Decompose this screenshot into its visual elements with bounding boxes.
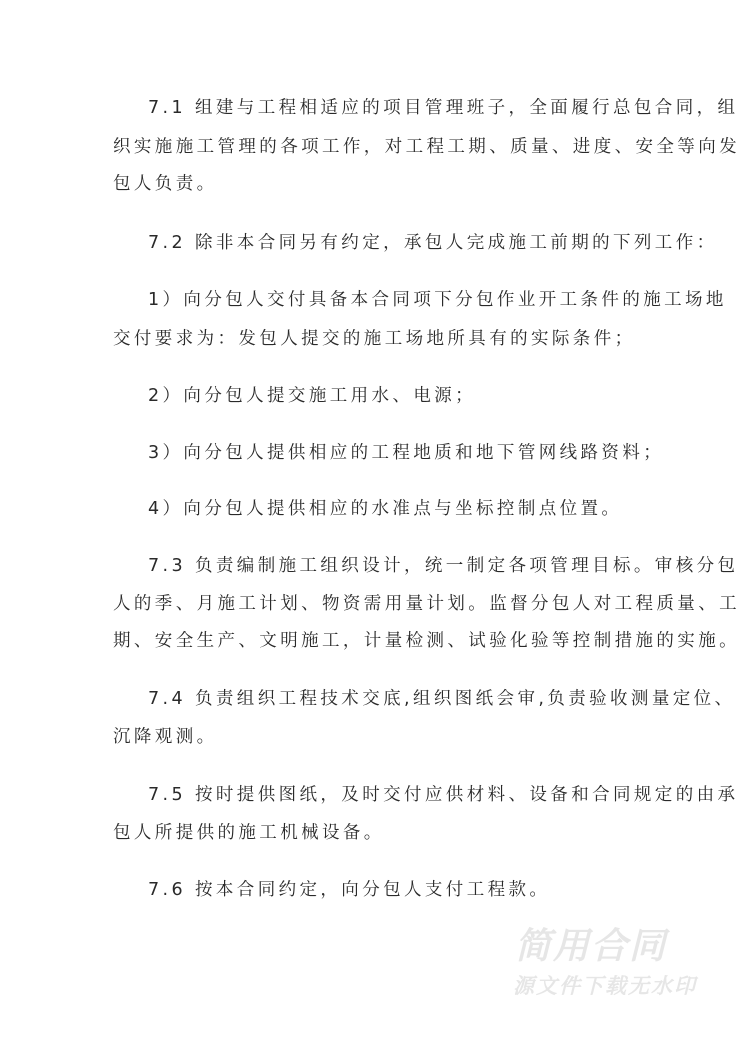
clause-7-4-line: 7.4 负责组织工程技术交底,组织图纸会审,负责验收测量定位、 [148,689,736,709]
clause-7-3-line: 期、安全生产、文明施工，计量检测、试验化验等控制措施的实施。 [113,631,740,651]
watermark-subtitle: 源文件下载无水印 [513,974,697,998]
clause-7-3-line: 人的季、月施工计划、物资需用量计划。监督分包人对工程质量、工 [113,594,740,614]
clause-7-1-line: 包人负责。 [113,174,218,194]
clause-7-3-line: 7.3 负责编制施工组织设计，统一制定各项管理目标。审核分包 [148,556,739,576]
clause-7-2-line: 7.2 除非本合同另有约定，承包人完成施工前期的下列工作： [148,233,718,253]
clause-7-1-line: 织实施施工管理的各项工作，对工程工期、质量、进度、安全等向发 [113,137,740,157]
watermark-title: 简用合同 [515,926,668,967]
clause-7-1-line: 7.1 组建与工程相适应的项目管理班子，全面履行总包合同，组 [148,98,739,118]
item-1-line: 1）向分包人交付具备本合同项下分包作业开工条件的施工场地 [148,290,727,310]
clause-7-5-line: 7.5 按时提供图纸，及时交付应供材料、设备和合同规定的由承 [148,785,739,805]
item-4-line: 4）向分包人提供相应的水准点与坐标控制点位置。 [148,499,623,519]
item-2-line: 2）向分包人提交施工用水、电源； [148,386,477,406]
item-1-line: 交付要求为：发包人提交的施工场地所具有的实际条件； [113,329,636,349]
item-3-line: 3）向分包人提供相应的工程地质和地下管网线路资料； [148,443,665,463]
clause-7-4-line: 沉降观测。 [113,727,218,747]
clause-7-5-line: 包人所提供的施工机械设备。 [113,823,385,843]
clause-7-6-line: 7.6 按本合同约定，向分包人支付工程款。 [148,880,551,900]
